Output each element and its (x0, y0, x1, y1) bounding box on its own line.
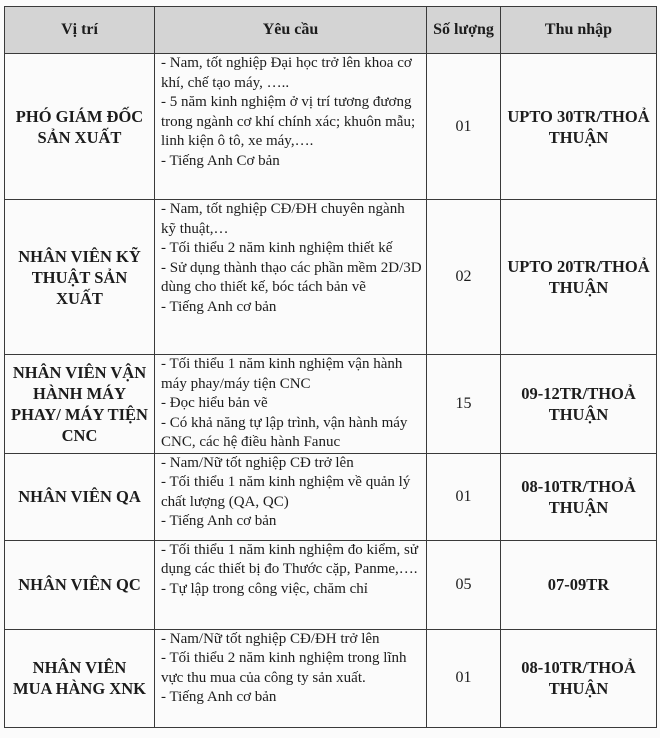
requirement-line: - Nam/Nữ tốt nghiệp CĐ trở lên (161, 454, 354, 471)
header-requirements: Yêu cầu (155, 7, 427, 54)
requirement-line: - Tự lập trong công việc, chăm chỉ (161, 580, 368, 597)
requirements-cell (155, 540, 427, 629)
requirement-line: - Nam, tốt nghiệp CĐ/ĐH chuyên ngành kỹ thuật,… (161, 201, 405, 237)
income-cell: UPTO 30TR/THOẢ THUẬN (501, 54, 657, 200)
header-row (5, 7, 657, 54)
requirement-line: - Tiếng Anh cơ bản (161, 298, 277, 315)
header-position: Vị trí (5, 7, 155, 54)
position-cell: NHÂN VIÊN MUA HÀNG XNK (5, 629, 155, 727)
table-row (5, 200, 657, 355)
table-body (5, 54, 657, 728)
requirement-line: - Tiếng Anh cơ bản (161, 513, 277, 529)
requirement-line: - Tối thiểu 1 năm kinh nghiệm đo kiểm, sử dụng các thiết bị đo Thước cặp, Panme,…. (161, 541, 418, 577)
requirements-cell (155, 355, 427, 454)
table-header (5, 7, 657, 54)
position-cell: PHÓ GIÁM ĐỐC SẢN XUẤT (5, 54, 155, 200)
requirement-line: - Tiếng Anh Cơ bản (161, 152, 280, 169)
table-row (5, 355, 657, 454)
quantity-cell: 01 (427, 453, 501, 540)
requirement-line: - Tối thiểu 1 năm kinh nghiệm về quản lý chất lượng (QA, QC) (161, 474, 411, 510)
quantity-cell: 01 (427, 54, 501, 200)
quantity-cell: 15 (427, 355, 501, 454)
income-cell: 08-10TR/THOẢ THUẬN (501, 629, 657, 727)
requirement-line: - 5 năm kinh nghiệm ở vị trí tương đương trong ngành cơ khí chính xác; khuôn mẫu; linh kiện ô tô, xe máy,…. (161, 94, 416, 149)
requirement-line: - Nam, tốt nghiệp Đại học trở lên khoa cơ khí, chế tạo máy, ….. (161, 55, 412, 91)
job-table (4, 6, 657, 728)
requirements-cell (155, 629, 427, 727)
table-row (5, 540, 657, 629)
requirements-cell (155, 453, 427, 540)
requirement-line: - Đọc hiểu bản vẽ (161, 395, 268, 411)
requirement-line: - Sử dụng thành thạo các phần mềm 2D/3D dùng cho thiết kế, bóc tách bản vẽ (161, 259, 422, 295)
table-row (5, 54, 657, 200)
requirements-cell (155, 200, 427, 355)
position-cell: NHÂN VIÊN KỸ THUẬT SẢN XUẤT (5, 200, 155, 355)
requirements-cell (155, 54, 427, 200)
quantity-cell: 02 (427, 200, 501, 355)
table-row (5, 629, 657, 727)
header-quantity: Số lượng (427, 7, 501, 54)
quantity-cell: 01 (427, 629, 501, 727)
position-cell: NHÂN VIÊN QA (5, 453, 155, 540)
requirement-line: - Tiếng Anh cơ bản (161, 689, 277, 705)
income-cell: 08-10TR/THOẢ THUẬN (501, 453, 657, 540)
requirement-line: - Nam/Nữ tốt nghiệp CĐ/ĐH trở lên (161, 630, 380, 647)
requirement-line: - Tối thiểu 2 năm kinh nghiệm trong lĩnh vực thu mua của công ty sản xuất. (161, 650, 407, 686)
requirement-line: - Tối thiểu 2 năm kinh nghiệm thiết kế (161, 240, 393, 256)
quantity-cell: 05 (427, 540, 501, 629)
income-cell: UPTO 20TR/THOẢ THUẬN (501, 200, 657, 355)
requirement-line: - Có khả năng tự lập trình, vận hành máy CNC, các hệ điều hành Fanuc (161, 414, 408, 450)
income-cell: 07-09TR (501, 540, 657, 629)
header-income: Thu nhập (501, 7, 657, 54)
position-cell: NHÂN VIÊN QC (5, 540, 155, 629)
table-row (5, 453, 657, 540)
position-cell: NHÂN VIÊN VẬN HÀNH MÁY PHAY/ MÁY TIỆN CNC (5, 355, 155, 454)
requirement-line: - Tối thiểu 1 năm kinh nghiệm vận hành máy phay/máy tiện CNC (161, 356, 403, 392)
income-cell: 09-12TR/THOẢ THUẬN (501, 355, 657, 454)
